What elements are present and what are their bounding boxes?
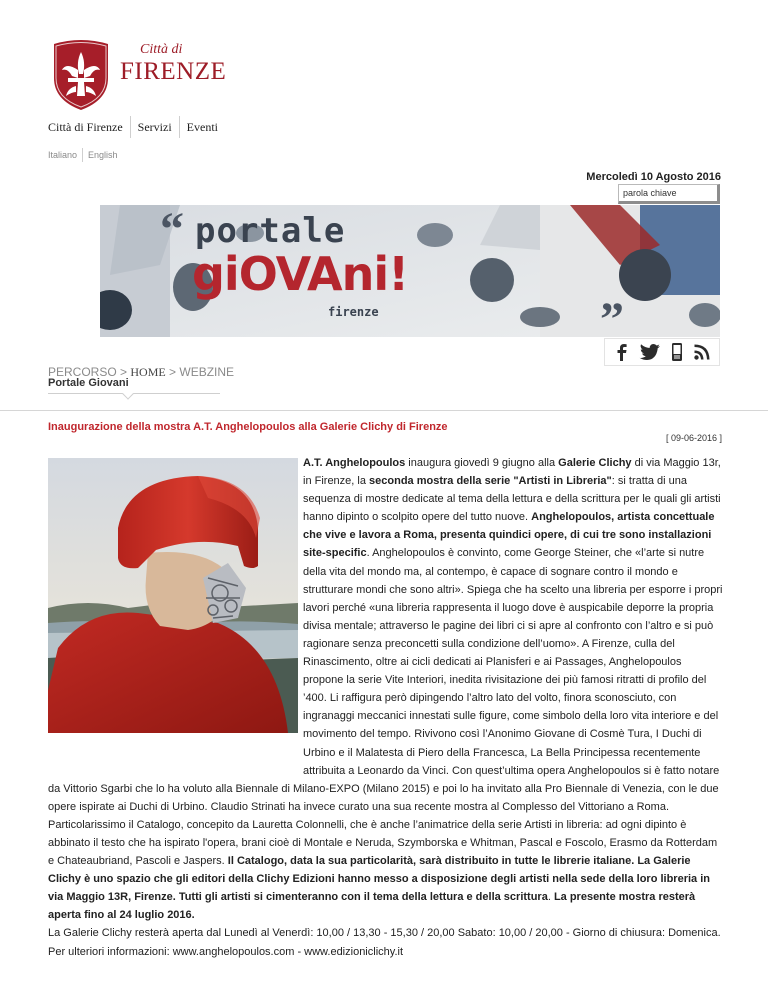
lang-english[interactable]: English bbox=[82, 148, 123, 162]
series-name: seconda mostra della serie "Artisti in Libreria" bbox=[369, 475, 612, 488]
rss-icon[interactable] bbox=[693, 343, 711, 361]
city-logo-text: Città di FIRENZE bbox=[120, 42, 227, 85]
social-links bbox=[604, 338, 720, 366]
twitter-icon[interactable] bbox=[639, 343, 661, 361]
article-divider bbox=[0, 410, 768, 411]
bold-segment: La presente mostra resterà aperta fino al 24 luglio 2016. bbox=[48, 891, 696, 922]
nav-servizi[interactable]: Servizi bbox=[130, 116, 179, 138]
breadcrumb-separator: > bbox=[165, 365, 180, 379]
bold-segment: Il Catalogo, data la sua particolarità, sarà distribuito in tutte le librerie italiane. La Galerie Clichy è uno spazio che gli editori della Clichy Edizioni hanno messo a disposizione degli artisti nella sede della loro libreria in via Maggio 13R, Firenze. Tutti gli artisti si cimenteranno con il tema della lettura e della scrittura bbox=[48, 855, 710, 904]
artist-name: A.T. Anghelopoulos bbox=[303, 457, 406, 469]
text-segment: inaugura giovedì 9 giugno alla bbox=[405, 457, 559, 469]
text-segment: : si tratta di una sequenza di mostre dedicate al tema della lettura e della scrittura per le quali gli artisti hanno dipinto o scolpito opere del tutto nuove. bbox=[303, 475, 721, 524]
article-date: [ 09-06-2016 ] bbox=[665, 433, 722, 443]
svg-text:”: ” bbox=[600, 293, 624, 337]
banner-word-portale: portale bbox=[195, 211, 346, 251]
section-divider-notch bbox=[122, 388, 133, 399]
lang-italiano[interactable]: Italiano bbox=[48, 150, 78, 160]
bold-segment: Anghelopoulos, artista concettuale che vive e lavora a Roma, presenta quindici opere, di cui tre sono installazioni site-specific bbox=[303, 511, 715, 560]
language-navigation bbox=[48, 148, 123, 162]
breadcrumb-home[interactable]: HOME bbox=[130, 365, 166, 379]
top-navigation bbox=[48, 116, 225, 138]
breadcrumb-webzine[interactable]: WEBZINE bbox=[179, 365, 235, 379]
gallery-name: Galerie Clichy bbox=[558, 457, 632, 469]
text-segment: . bbox=[547, 891, 554, 904]
nav-eventi[interactable]: Eventi bbox=[179, 116, 225, 138]
banner-word-firenze: firenze bbox=[328, 305, 379, 319]
mobile-icon[interactable] bbox=[670, 342, 684, 362]
section-title: Portale Giovani bbox=[48, 377, 129, 389]
lily-crest-icon bbox=[48, 40, 114, 112]
breadcrumb-prefix: PERCORSO > bbox=[48, 365, 131, 379]
search-input[interactable] bbox=[618, 184, 720, 204]
article-paragraph-2: La Galerie Clichy resterà aperta dal Lunedì al Venerdì: 10,00 / 13,30 - 15,30 / 20,00 Sabato: 10,00 / 20,00 - Giorno di chiusura: Domenica. Per ulteriori informazioni: www.anghelopoulos.com - www.edizioniclichy.it bbox=[48, 927, 721, 958]
current-date: Mercoledì 10 Agosto 2016 bbox=[586, 171, 721, 183]
image-spacer bbox=[48, 454, 303, 764]
text-segment: di via Maggio 13r, in Firenze, la bbox=[303, 457, 721, 488]
banner-word-giovani: giOVAni! bbox=[192, 247, 409, 301]
svg-text:“: “ bbox=[160, 205, 184, 256]
text-segment: . Anghelopoulos è convinto, come George Steiner, che «l’arte si nutre della vita del mondo ma, al contempo, è capace di sognare contro il mondo e strutturare mondi che sono altri». Spiega che ha scelto una libreria per esporre i propri lavori perché «una libreria rappresenta il luogo dove è auspicabile deporre la propria divisa mentale; attraverso le pagine dei libri ci si apre al confronto con l’altro e si può ragionare senza preconcetti sulla condizione dell’uomo». A Firenze, culla del Rinascimento, oltre ai cicli dedicati ai Planisferi e ai Passages, Anghelopoulos propone la serie Vite Interiori, inedita rivisitazione dei più famosi ritratti di profilo del ’400. Li raffigura però dipingendo l’altro lato del volto, finora sconosciuto, con ingranaggi meccanici innestati sulle figure, come simbolo della loro vita interiore e del movimento del tempo. Rivivono così l’Anonimo Giovane di Cosmè Tura, I Duchi di Urbino e il Malatesta di Piero della Francesca, La Bella Principessa recentemente attribuita a Leonardo da Vinci. Con quest’ultima opera Anghelopoulos si è fatto notare da Vittorio Sgarbi che lo ha voluto alla Biennale di Milano-EXPO (Milano 2015) e poi lo ha invitato alla Pro Biennale di Venezia, con le due opere ispirate ai Duchi di Urbino. Claudio Strinati ha invece curato una sua recente mostra al Complesso del Vittoriano a Roma. Particolarissimo il Catalogo, concepito da Lauretta Colonnelli, che è anche l’animatrice della serie Artisti in libreria: ad ogni dipinto è abbinato il testo che ha ispirato l'opera, brani cioè di Montale e Neruda, Szymborska e Whitman, Pascal e Foscolo, Erasmo da Rotterdam e Chateaubriand, Pascoli e Jaspers. bbox=[48, 547, 723, 868]
article-body bbox=[48, 454, 724, 961]
city-logo[interactable] bbox=[48, 40, 227, 112]
nav-citta-di-firenze[interactable]: Città di Firenze bbox=[48, 120, 123, 134]
article-title[interactable]: Inaugurazione della mostra A.T. Anghelopoulos alla Galerie Clichy di Firenze bbox=[48, 421, 448, 433]
facebook-icon[interactable] bbox=[614, 343, 630, 361]
portale-giovani-banner[interactable] bbox=[100, 205, 720, 337]
